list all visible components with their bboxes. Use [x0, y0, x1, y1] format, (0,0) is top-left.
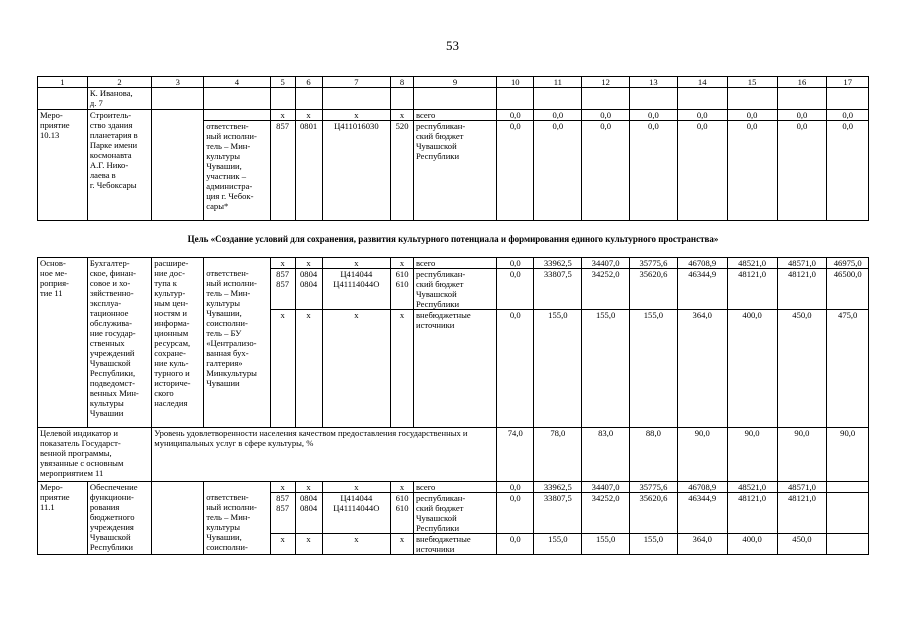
value-cell: 34252,0 [582, 269, 630, 310]
responsible: ответствен- ный исполни- тель – Мин- культуры Чувашии, соисполни- [204, 482, 270, 555]
cell: 0804 0804 [295, 493, 322, 534]
value-cell: 46708,9 [677, 482, 727, 493]
value-cell: 34407,0 [582, 482, 630, 493]
header-cell: 2 [87, 77, 151, 88]
value-cell [827, 482, 869, 493]
header-row [38, 77, 869, 88]
value-cell: 364,0 [677, 534, 727, 555]
value-cell: 34407,0 [582, 258, 630, 269]
value-cell: 83,0 [582, 428, 630, 482]
cell: x [295, 310, 322, 428]
value-cell: 364,0 [677, 310, 727, 428]
value-cell: 400,0 [727, 310, 777, 428]
value-cell: 0,0 [677, 110, 727, 121]
value-cell: 0,0 [534, 110, 582, 121]
value-cell: 74,0 [497, 428, 534, 482]
value-cell: 48121,0 [777, 269, 827, 310]
cell: x [391, 534, 414, 555]
indicator-label: Целевой индикатор и показатель Государст- венной программы, увязанные с основным мероприятием 11 [38, 428, 152, 482]
value-cell: 0,0 [497, 121, 534, 221]
cell: x [270, 258, 295, 269]
table-row [38, 258, 869, 269]
header-cell: 13 [630, 77, 678, 88]
page-number: 53 [446, 38, 459, 53]
value-cell: 0,0 [497, 493, 534, 534]
cell: x [322, 534, 391, 555]
funding-source: внебюджетные источники [413, 310, 496, 428]
value-cell: 0,0 [827, 121, 869, 221]
cell: 520 [391, 121, 414, 221]
value-cell: 78,0 [534, 428, 582, 482]
cell: 857 857 [270, 269, 295, 310]
header-cell: 9 [413, 77, 496, 88]
cell: x [322, 110, 391, 121]
value-cell: 400,0 [727, 534, 777, 555]
cell: 610 610 [391, 493, 414, 534]
carry-text: К. Иванова, д. 7 [87, 88, 151, 110]
value-cell: 48571,0 [777, 258, 827, 269]
value-cell: 35620,6 [630, 493, 678, 534]
value-cell: 0,0 [497, 482, 534, 493]
value-cell: 48121,0 [777, 493, 827, 534]
event-name: Строитель- ство здания планетария в Парке имени космонавта А.Г. Нико- лаева в г. Чебоксары [87, 110, 151, 221]
value-cell: 155,0 [630, 534, 678, 555]
event-name: Бухгалтер- ское, финан- совое и хо- зяйственно- эксплуа- тационное обслужива- ние государ- ственных учреждений Чувашской Республики, подведомст- венных Мин- культуры Чувашии [87, 258, 151, 428]
header-cell: 7 [322, 77, 391, 88]
value-cell: 0,0 [582, 110, 630, 121]
responsible: ответствен- ный исполни- тель – Мин- культуры Чувашии, соисполни- тель – БУ «Централизо- ванная бух- галтерия» Минкультуры Чувашии [204, 258, 270, 428]
table-row [38, 482, 869, 493]
value-cell: 0,0 [497, 534, 534, 555]
value-cell: 0,0 [497, 269, 534, 310]
header-cell: 3 [152, 77, 204, 88]
value-cell: 0,0 [582, 121, 630, 221]
cell: Ц411016030 [322, 121, 391, 221]
cell: 0804 0804 [295, 269, 322, 310]
value-cell: 0,0 [497, 258, 534, 269]
value-cell: 0,0 [677, 121, 727, 221]
value-cell: 155,0 [630, 310, 678, 428]
funding-source: республикан- ский бюджет Чувашской Республики [413, 269, 496, 310]
cell: x [295, 482, 322, 493]
funding-source: республикан- ский бюджет Чувашской Республики [413, 493, 496, 534]
header-cell: 5 [270, 77, 295, 88]
value-cell: 155,0 [534, 310, 582, 428]
value-cell [827, 534, 869, 555]
table-row [38, 88, 869, 110]
value-cell: 35620,6 [630, 269, 678, 310]
value-cell: 33962,5 [534, 258, 582, 269]
event-label: Меро- приятие 11.1 [38, 482, 88, 555]
header-cell: 6 [295, 77, 322, 88]
program-table [37, 76, 869, 555]
cell: x [391, 482, 414, 493]
value-cell: 90,0 [677, 428, 727, 482]
header-cell: 15 [727, 77, 777, 88]
value-cell: 48121,0 [727, 493, 777, 534]
value-cell: 155,0 [582, 310, 630, 428]
header-cell: 14 [677, 77, 727, 88]
funding-source: всего [413, 110, 496, 121]
value-cell: 0,0 [497, 110, 534, 121]
cell: 857 [270, 121, 295, 221]
value-cell: 0,0 [534, 121, 582, 221]
cell: x [270, 310, 295, 428]
value-cell: 88,0 [630, 428, 678, 482]
indicator-row [38, 428, 869, 482]
header-cell: 17 [827, 77, 869, 88]
value-cell: 0,0 [827, 110, 869, 121]
cell: x [295, 110, 322, 121]
value-cell: 90,0 [777, 428, 827, 482]
cell: x [270, 110, 295, 121]
value-cell: 0,0 [777, 110, 827, 121]
value-cell: 33962,5 [534, 482, 582, 493]
cell: 857 857 [270, 493, 295, 534]
value-cell: 48521,0 [727, 482, 777, 493]
cell: x [270, 482, 295, 493]
cell: x [322, 258, 391, 269]
value-cell: 0,0 [777, 121, 827, 221]
event-label: Основ- ное ме- роприя- тие 11 [38, 258, 88, 428]
cell: 0801 [295, 121, 322, 221]
cell: x [391, 258, 414, 269]
header-cell: 10 [497, 77, 534, 88]
header-cell: 4 [204, 77, 270, 88]
value-cell: 33807,5 [534, 493, 582, 534]
cell: x [322, 482, 391, 493]
funding-source: республикан- ский бюджет Чувашской Республики [413, 121, 496, 221]
responsible: ответствен- ный исполни- тель – Мин- культуры Чувашии, участник – администра- ция г. Чебок- сары* [204, 121, 270, 221]
value-cell: 46344,9 [677, 269, 727, 310]
cell: x [322, 310, 391, 428]
value-cell: 475,0 [827, 310, 869, 428]
value-cell: 33807,5 [534, 269, 582, 310]
value-cell: 48571,0 [777, 482, 827, 493]
header-cell: 8 [391, 77, 414, 88]
value-cell: 0,0 [630, 110, 678, 121]
value-cell: 90,0 [827, 428, 869, 482]
header-cell: 12 [582, 77, 630, 88]
value-cell: 46708,9 [677, 258, 727, 269]
funding-source: внебюджетные источники [413, 534, 496, 555]
funding-source: всего [413, 482, 496, 493]
cell: x [391, 110, 414, 121]
value-cell: 35775,6 [630, 258, 678, 269]
value-cell: 0,0 [630, 121, 678, 221]
value-cell: 46500,0 [827, 269, 869, 310]
event-label: Меро- приятие 10.13 [38, 110, 88, 221]
header-cell: 11 [534, 77, 582, 88]
value-cell: 450,0 [777, 310, 827, 428]
cell: Ц414044 Ц41114044О [322, 493, 391, 534]
value-cell: 0,0 [727, 110, 777, 121]
cell: Ц414044 Ц41114044О [322, 269, 391, 310]
cell: x [270, 534, 295, 555]
value-cell: 0,0 [497, 310, 534, 428]
event-name: Обеспечение функциони- рования бюджетного учреждения Чувашской Республики [87, 482, 151, 555]
value-cell: 450,0 [777, 534, 827, 555]
header-cell: 16 [777, 77, 827, 88]
cell: x [295, 534, 322, 555]
value-cell [827, 493, 869, 534]
value-cell: 48521,0 [727, 258, 777, 269]
value-cell: 46344,9 [677, 493, 727, 534]
value-cell: 34252,0 [582, 493, 630, 534]
goal-title: Цель «Создание условий для сохранения, развития культурного потенциала и формирования единого культурного пространства» [187, 234, 719, 244]
cell: x [295, 258, 322, 269]
value-cell: 0,0 [727, 121, 777, 221]
value-cell: 155,0 [582, 534, 630, 555]
header-cell: 1 [38, 77, 88, 88]
value-cell: 155,0 [534, 534, 582, 555]
value-cell: 90,0 [727, 428, 777, 482]
value-cell: 35775,6 [630, 482, 678, 493]
goal-row [38, 221, 869, 258]
cell: 610 610 [391, 269, 414, 310]
goal-col: расшире- ние дос- тупа к культур- ным цен- ностям и информа- ционным ресурсам, сохране- ние куль- турного и историче- ского наследия [152, 258, 204, 428]
value-cell: 48121,0 [727, 269, 777, 310]
value-cell: 46975,0 [827, 258, 869, 269]
indicator-text: Уровень удовлетворенности населения качеством предоставления государственных и муниципальных услуг в сфере культуры, % [152, 428, 497, 482]
cell: x [391, 310, 414, 428]
table-row [38, 110, 869, 121]
funding-source: всего [413, 258, 496, 269]
